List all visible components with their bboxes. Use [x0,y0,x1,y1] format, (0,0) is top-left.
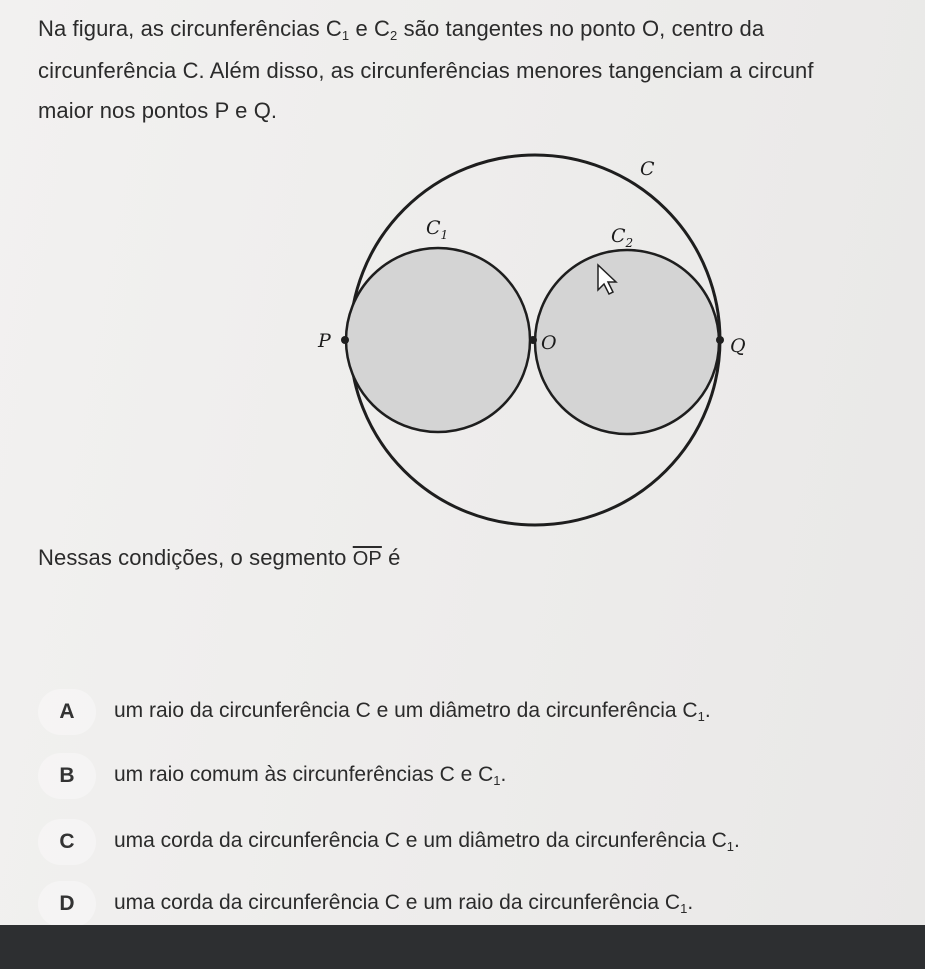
option-a-text [114,699,711,724]
option-subscript: 1 [680,901,688,916]
option-a-letter[interactable]: A [38,689,96,735]
label-p: P [318,330,331,352]
c1-subscript: 1 [341,28,350,43]
segment-op: $\overline{OP}$ [352,548,382,570]
option-b-text [114,763,506,788]
question-text: e [349,16,375,41]
option-end: . [687,891,694,914]
label-c2-letter: C [611,225,626,247]
question-line-3: maior nos pontos P e Q. [38,98,278,123]
label-c1-letter: C [426,217,441,239]
option-subscript: 1 [726,839,735,854]
option-c[interactable] [38,818,740,866]
option-end: . [704,699,711,722]
screen-bottom-edge [0,925,925,969]
circle-c1 [346,248,530,432]
label-o: O [541,332,557,354]
option-end: . [734,829,740,852]
label-c: C [640,158,655,180]
option-d[interactable] [38,880,694,928]
option-a[interactable] [38,688,711,736]
c1-symbol: C [325,16,342,41]
circle-c2 [535,250,719,434]
label-q: Q [730,335,746,357]
option-text: uma corda da circunferência C e um raio da circunferência C [114,891,681,914]
point-q [716,336,724,344]
c2-symbol: C [374,16,391,41]
c2-subscript: 2 [390,28,398,43]
option-c-text [114,829,740,854]
option-text: um raio da circunferência C e um diâmetro da circunferência C [114,699,698,722]
option-d-text [114,891,693,916]
label-c1 [426,217,448,242]
option-subscript: 1 [697,709,705,724]
prompt-text: Nessas condições, o segmento [38,545,353,570]
option-c-letter[interactable]: C [38,819,96,865]
question-text: Na figura, as circunferências [38,16,326,41]
label-c2-sub: 2 [625,236,634,250]
option-text: um raio comum às circunferências C e C [114,763,494,786]
point-p [341,336,349,344]
question-prompt [38,545,400,571]
option-b[interactable] [38,752,507,800]
option-text: uma corda da circunferência C e um diâmetro da circunferência C [114,829,727,852]
question-text: são tangentes no ponto O, centro da [397,16,765,41]
option-d-letter[interactable]: D [38,881,96,927]
question-line-2: circunferência C. Além disso, as circunferências menores tangenciam a circunf [38,58,814,83]
point-o [529,336,537,344]
prompt-text-end: é [381,545,401,570]
label-c1-sub: 1 [440,228,449,242]
option-end: . [500,763,507,786]
option-b-letter[interactable]: B [38,753,96,799]
label-c2 [611,225,633,250]
option-subscript: 1 [493,773,501,788]
